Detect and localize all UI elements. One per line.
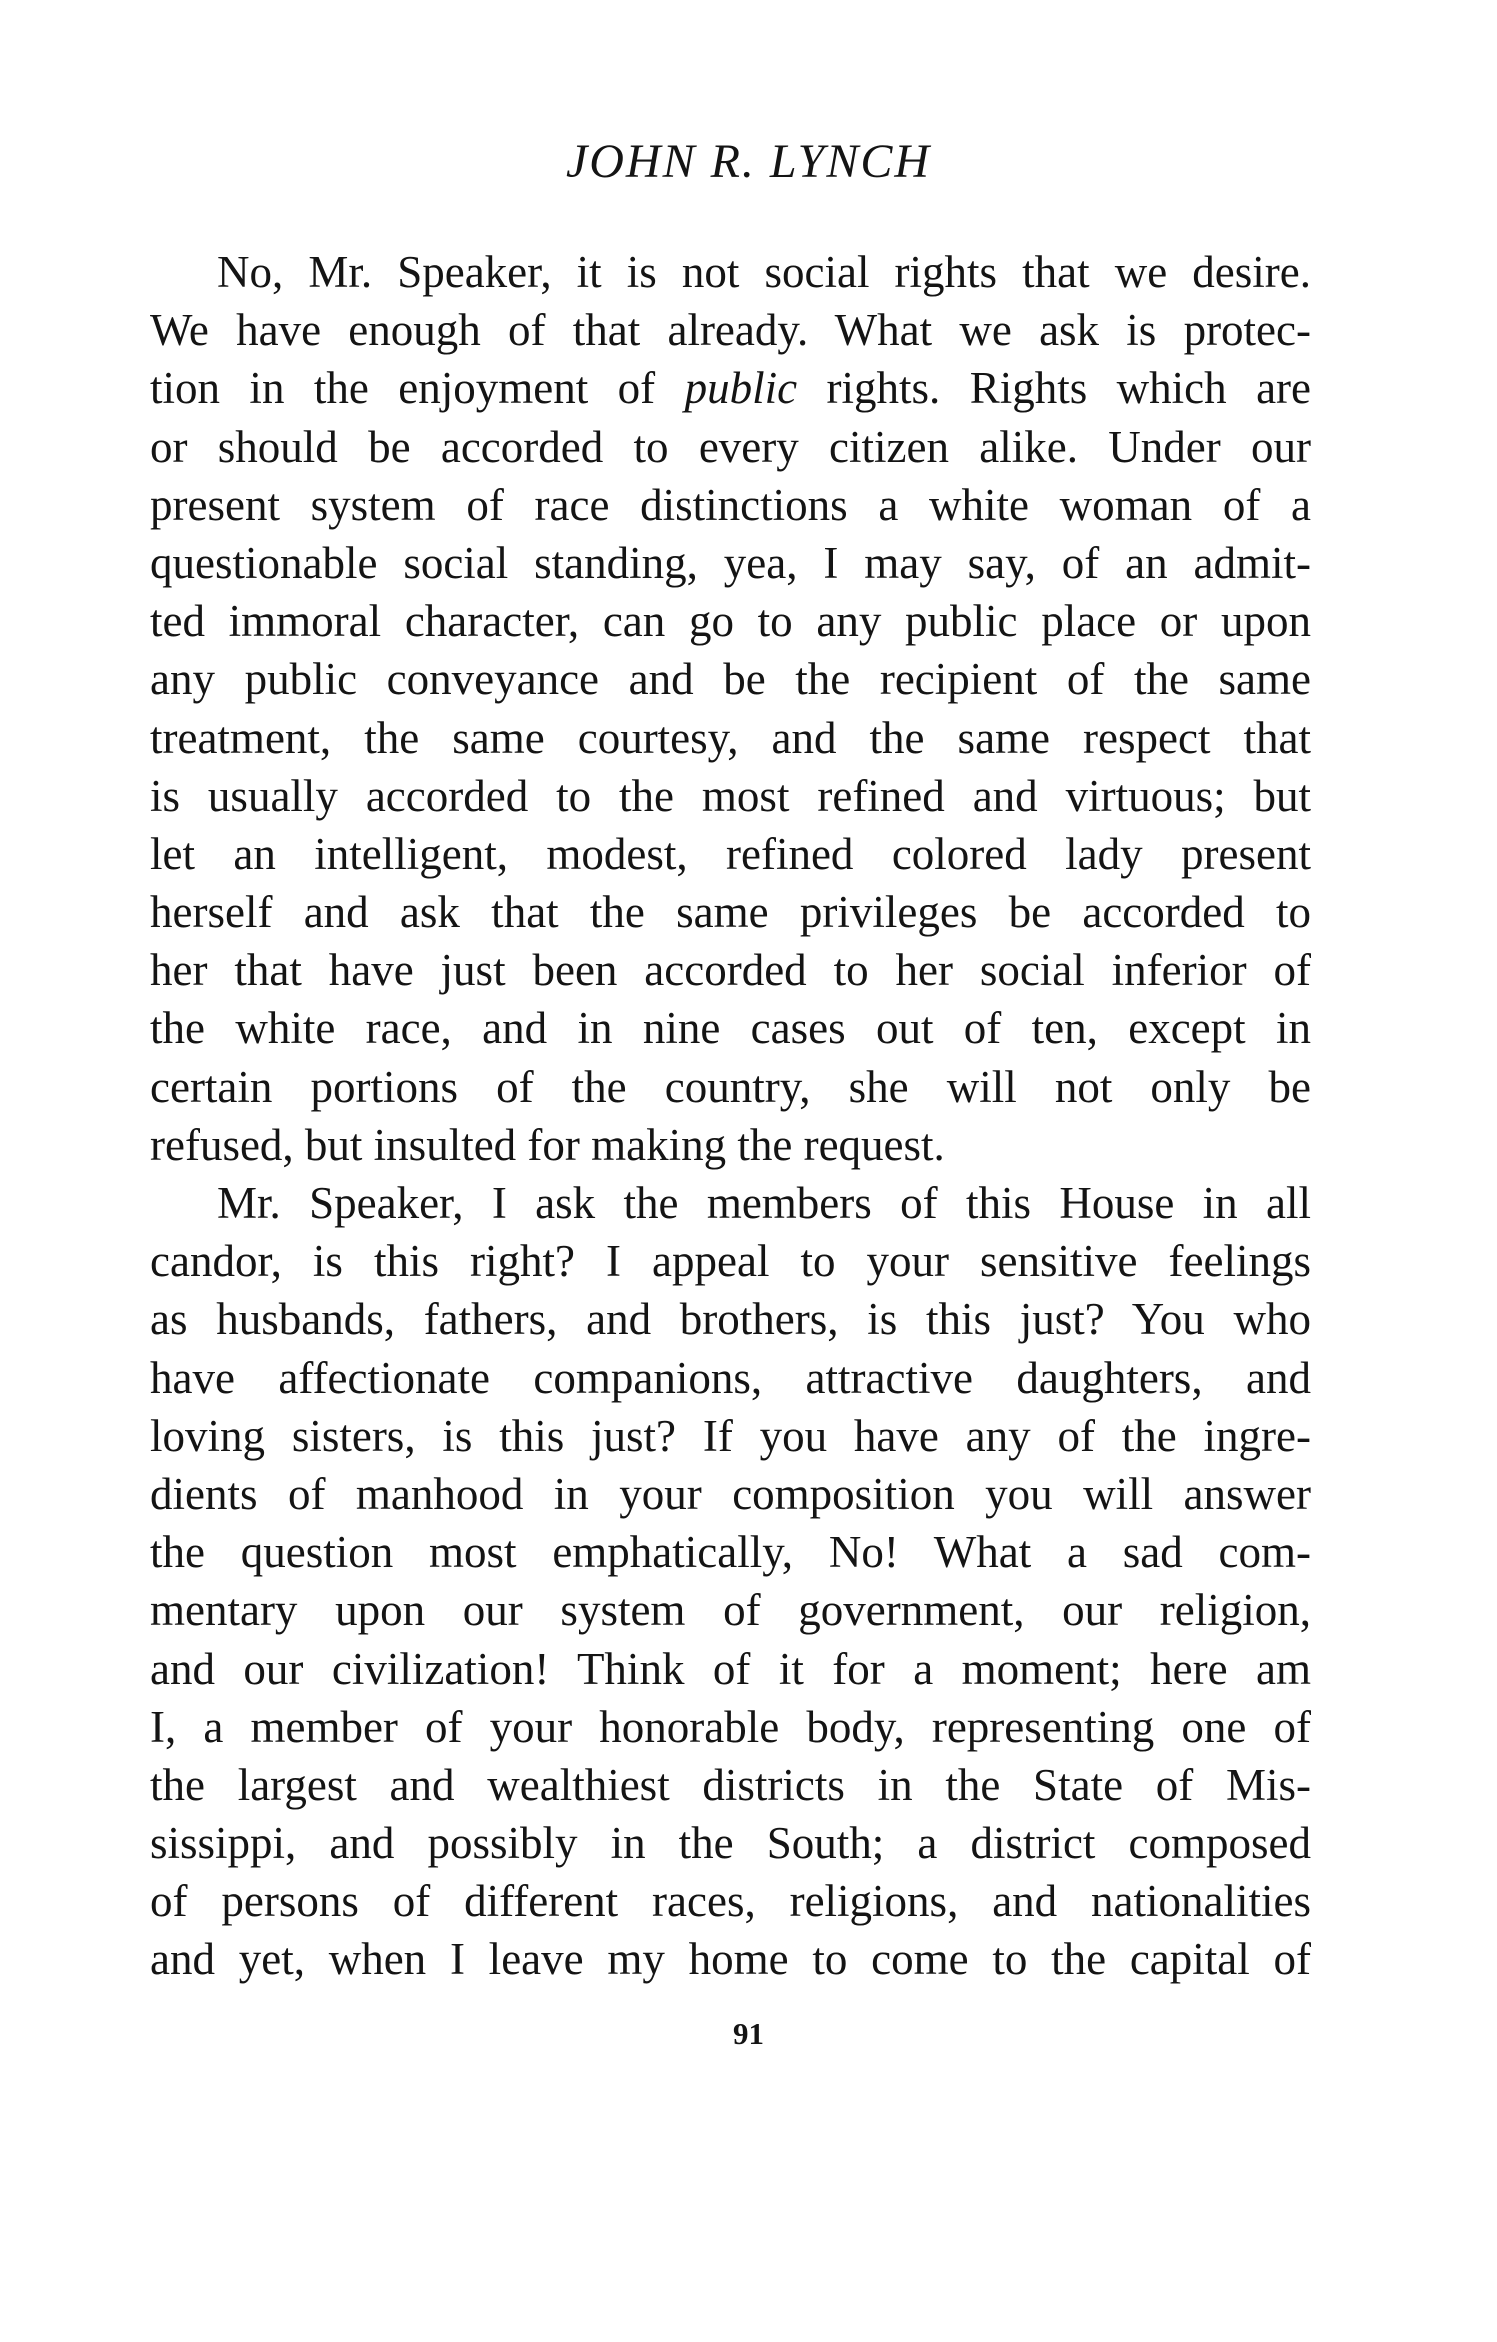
text-line: treatment, the same courtesy, and the same respect that xyxy=(150,712,1311,763)
text-line: sissippi, and possibly in the South; a district composed xyxy=(150,1818,1311,1869)
text-line: herself and ask that the same privileges be accorded to xyxy=(150,887,1311,938)
text-line: any public conveyance and be the recipient of the same xyxy=(150,654,1311,705)
body-text xyxy=(150,243,1311,1989)
text-line: loving sisters, is this just? If you have any of the ingre- xyxy=(150,1410,1311,1461)
text-line: have affectionate companions, attractive daughters, and xyxy=(150,1352,1311,1403)
text-line: the largest and wealthiest districts in the State of Mis- xyxy=(150,1759,1311,1810)
text-line: the white race, and in nine cases out of ten, except in xyxy=(150,1003,1311,1054)
text-line: refused, but insulted for making the request. xyxy=(150,1119,945,1170)
text-line: Mr. Speaker, I ask the members of this House in all xyxy=(217,1178,1311,1228)
italic-word: public xyxy=(684,363,798,414)
text-line: questionable social standing, yea, I may say, of an admit- xyxy=(150,537,1311,588)
text-line: ted immoral character, can go to any public place or upon xyxy=(150,596,1311,647)
text-line: or should be accorded to every citizen alike. Under our xyxy=(150,421,1311,472)
text-line: is usually accorded to the most refined and virtuous; but xyxy=(150,770,1311,821)
text-line: let an intelligent, modest, refined colored lady present xyxy=(150,828,1311,879)
text-span: rights. Rights which are xyxy=(797,363,1311,414)
text-line: We have enough of that already. What we ask is protec- xyxy=(150,305,1311,356)
text-line: No, Mr. Speaker, it is not social rights that we desire. xyxy=(217,247,1311,297)
text-line xyxy=(150,359,1311,417)
text-line: I, a member of your honorable body, representing one of xyxy=(150,1701,1311,1752)
text-line: the question most emphatically, No! What a sad com- xyxy=(150,1527,1311,1578)
text-line: her that have just been accorded to her social inferior of xyxy=(150,945,1311,996)
page-number: 91 xyxy=(733,2016,764,2051)
text-line: dients of manhood in your composition you will answer xyxy=(150,1468,1311,1519)
text-span: tion in the enjoyment of xyxy=(150,363,685,414)
text-line: present system of race distinctions a white woman of a xyxy=(150,479,1311,530)
text-line: mentary upon our system of government, our religion, xyxy=(150,1585,1311,1636)
text-line: as husbands, fathers, and brothers, is this just? You who xyxy=(150,1294,1311,1345)
text-line: certain portions of the country, she will not only be xyxy=(150,1061,1311,1112)
text-line: candor, is this right? I appeal to your sensitive feelings xyxy=(150,1236,1311,1287)
text-line: and our civilization! Think of it for a moment; here am xyxy=(150,1643,1311,1694)
text-line: and yet, when I leave my home to come to the capital of xyxy=(150,1934,1311,1985)
running-head: JOHN R. LYNCH xyxy=(565,135,932,188)
text-line: of persons of different races, religions, and nationalities xyxy=(150,1876,1311,1927)
